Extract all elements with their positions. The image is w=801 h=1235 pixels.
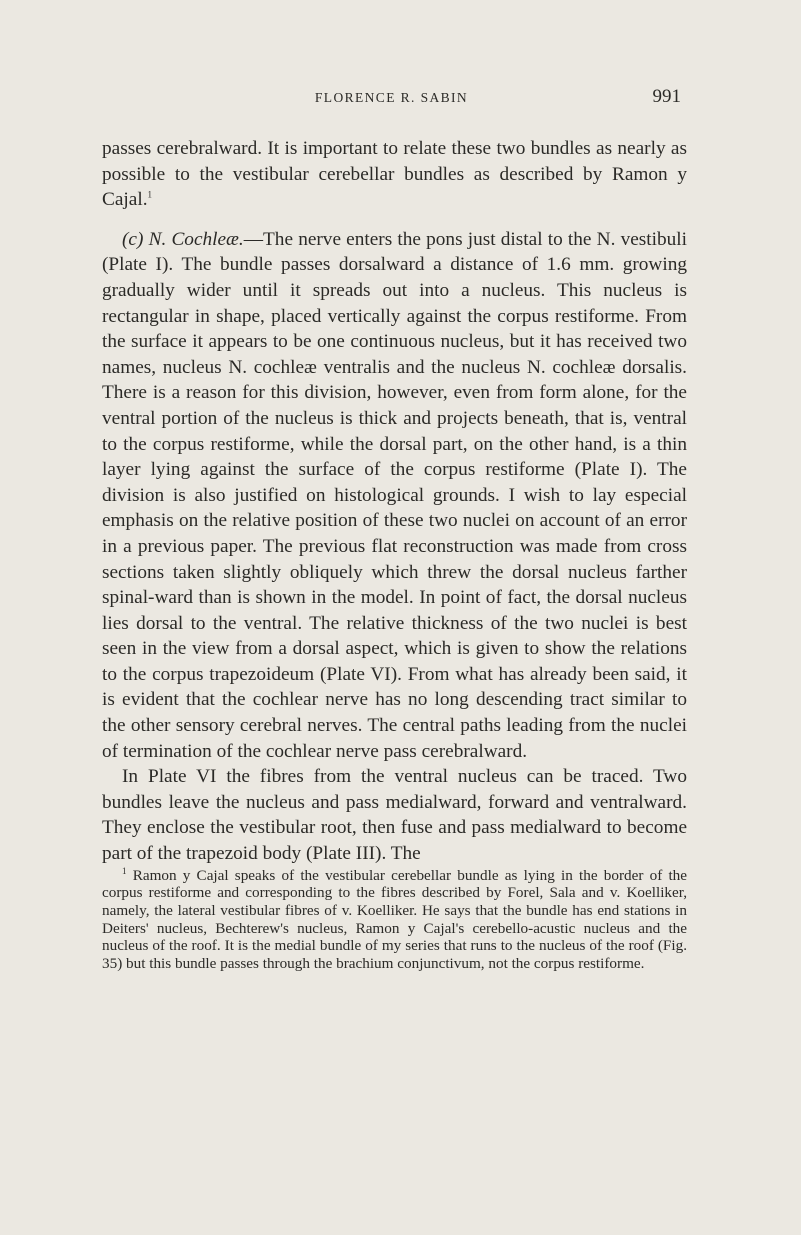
paragraph-2 [102, 227, 687, 764]
section-label: (c) N. Cochleæ. [122, 228, 244, 250]
paragraph-1 [102, 136, 687, 213]
footnote [102, 867, 687, 973]
footnote-marker: 1 [122, 865, 127, 876]
paragraph-3 [102, 764, 687, 866]
page-number: 991 [652, 86, 681, 107]
paragraph-3-text: In Plate VI the fibres from the ventral nucleus can be traced. Two bundles leave the nucleus and pass medialward, forward and ventralward. They enclose the vestibular root, then fuse and pass medialward to become part of the trapezoid body (Plate III). The [102, 766, 687, 865]
footnote-text: Ramon y Cajal speaks of the vestibular cerebellar bundle as lying in the border of the corpus restiforme and corresponding to the fibres described by Forel, Sala and v. Koelliker, namely, the lateral vestibular fibres of v. Koelliker. He says that the bundle has end stations in Deiters' nucleus, Bechterew's nucleus, Ramon y Cajal's cerebello-acustic nucleus and the nucleus of the roof. It is the medial bundle of my series that runs to the nucleus of the roof (Fig. 35) but this bundle passes through the brachium conjunctivum, not the corpus restiforme. [102, 866, 688, 973]
running-head [102, 86, 681, 110]
footnote-ref: 1 [147, 189, 153, 200]
body-text [102, 136, 687, 973]
paragraph-1-text: passes cerebralward. It is important to relate these two bundles as nearly as possible to the vestibular cerebellar bundles as described by Ramon y Cajal. [102, 138, 687, 211]
running-head-title: FLORENCE R. SABIN [314, 90, 469, 105]
paragraph-2-text: —The nerve enters the pons just distal to the N. vestibuli (Plate I). The bundle passes dorsalward a distance of 1.6 mm. growing gradually wider until it spreads out into a nucleus. This nucleus is rectangular in shape, placed vertically against the corpus restiforme. From the surface it appears to be one continuous nucleus, but it has received two names, nucleus N. cochleæ ventralis and the nucleus N. cochleæ dorsalis. There is a reason for this division, however, even from form alone, for the ventral portion of the nucleus is thick and projects beneath, that is, ventral to the corpus restiforme, while the dorsal part, on the other hand, is a thin layer lying against the surface of the corpus restiforme (Plate I). The division is also justified on histological grounds. I wish to lay especial emphasis on the relative position of these two nuclei on account of an error in a previous paper. The previous flat reconstruction was made from cross sections taken slightly obliquely which threw the dorsal nucleus farther spinal-ward than is shown in the model. In point of fact, the dorsal nucleus lies dorsal to the ventral. The relative thickness of the two nuclei is best seen in the view from a dorsal aspect, which is given to show the relations to the corpus trapezoideum (Plate VI). From what has already been said, it is evident that the cochlear nerve has no long descending tract similar to the other sensory cerebral nerves. The central paths leading from the nuclei of termination of the cochlear nerve pass cerebralward. [102, 228, 687, 762]
